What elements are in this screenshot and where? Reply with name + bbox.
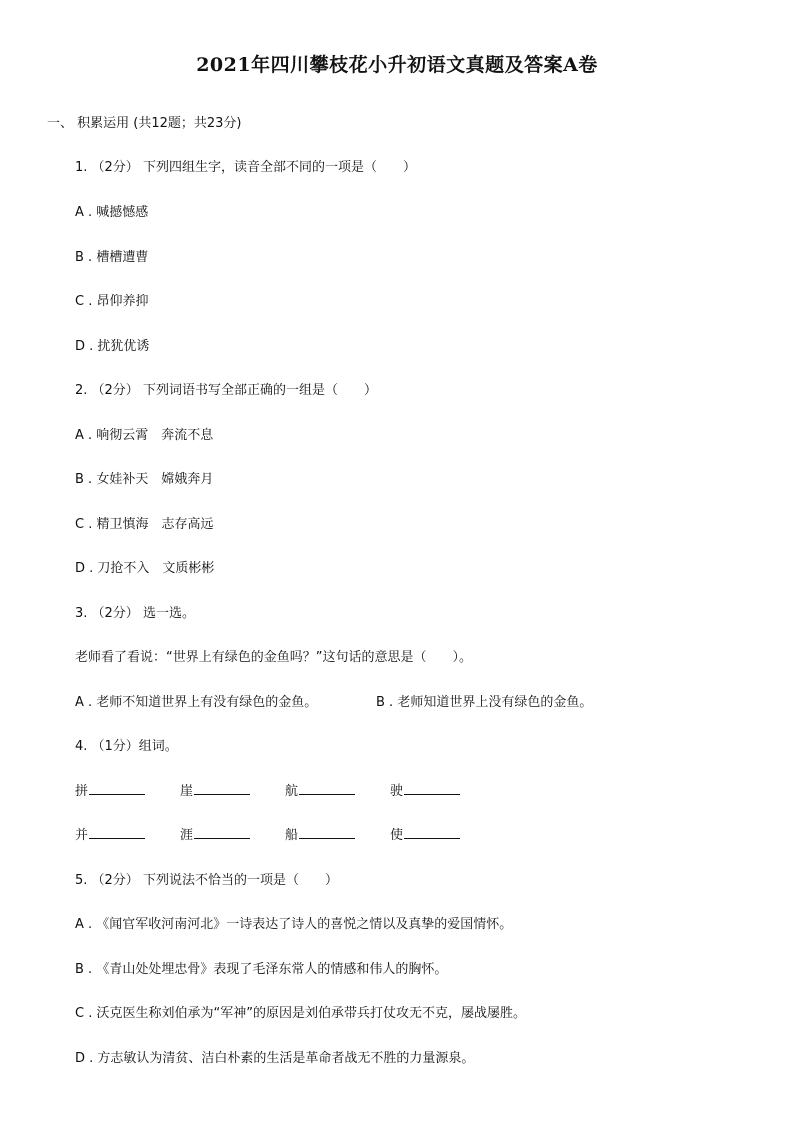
answer-blank[interactable] <box>194 782 250 795</box>
fill-character: 拼 <box>75 784 89 799</box>
question-3-option-a[interactable]: A . 老师不知道世界上有没有绿色的金鱼。 <box>75 695 318 710</box>
page-title: 2021年四川攀枝花小升初语文真题及答案A卷 <box>196 54 598 76</box>
fill-character: 崖 <box>180 784 194 799</box>
question-5-stem: 5. （2分） 下列说法不恰当的一项是（ ） <box>75 873 338 888</box>
question-5-option-d[interactable]: D . 方志敏认为清贫、洁白朴素的生活是革命者战无不胜的力量源泉。 <box>75 1051 475 1066</box>
fill-cell <box>285 824 355 843</box>
answer-blank[interactable] <box>299 782 355 795</box>
question-2-option-c[interactable]: C . 精卫慎海 志存高远 <box>75 517 214 532</box>
question-5-option-a[interactable]: A . 《闻官军收河南河北》一诗表达了诗人的喜悦之情以及真挚的爱国情怀。 <box>75 917 513 932</box>
fill-character: 使 <box>390 828 404 843</box>
answer-blank[interactable] <box>194 826 250 839</box>
fill-character: 涯 <box>180 828 194 843</box>
question-5-option-b[interactable]: B . 《青山处处埋忠骨》表现了毛泽东常人的情感和伟人的胸怀。 <box>75 962 448 977</box>
question-2-option-a[interactable]: A . 响彻云霄 奔流不息 <box>75 428 214 443</box>
question-1-option-d[interactable]: D . 扰犹优诱 <box>75 339 150 354</box>
question-4-stem: 4. （1分）组词。 <box>75 739 178 754</box>
question-1-option-c[interactable]: C . 昂仰养抑 <box>75 294 149 309</box>
fill-cell <box>180 824 250 843</box>
question-2-stem: 2. （2分） 下列词语书写全部正确的一组是（ ） <box>75 383 377 398</box>
question-5-option-c[interactable]: C . 沃克医生称刘伯承为“军神”的原因是刘伯承带兵打仗攻无不克，屡战屡胜。 <box>75 1006 526 1021</box>
question-1-option-b[interactable]: B . 槽槽遭曹 <box>75 250 149 265</box>
word-fill-row <box>75 780 495 799</box>
word-fill-row <box>75 824 495 843</box>
fill-character: 航 <box>285 784 299 799</box>
fill-cell <box>75 780 145 799</box>
question-3-option-b[interactable]: B . 老师知道世界上没有绿色的金鱼。 <box>376 695 593 710</box>
question-3-options <box>75 691 715 710</box>
fill-cell <box>180 780 250 799</box>
answer-blank[interactable] <box>404 826 460 839</box>
section-heading: 一、 积累运用 (共12题；共23分) <box>47 116 242 131</box>
question-1-stem: 1. （2分） 下列四组生字，读音全部不同的一项是（ ） <box>75 160 416 175</box>
answer-blank[interactable] <box>404 782 460 795</box>
question-3-passage: 老师看了看说：“世界上有绿色的金鱼吗？”这句话的意思是（ ）。 <box>75 650 472 665</box>
answer-blank[interactable] <box>89 782 145 795</box>
fill-cell <box>285 780 355 799</box>
fill-cell <box>390 824 460 843</box>
answer-blank[interactable] <box>299 826 355 839</box>
question-2-option-d[interactable]: D . 刀抢不入 文质彬彬 <box>75 561 215 576</box>
question-1-option-a[interactable]: A . 喊撼憾感 <box>75 205 149 220</box>
fill-cell <box>75 824 145 843</box>
fill-character: 并 <box>75 828 89 843</box>
fill-character: 驶 <box>390 784 404 799</box>
question-3-stem: 3. （2分） 选一选。 <box>75 606 195 621</box>
question-2-option-b[interactable]: B . 女娃补天 嫦娥奔月 <box>75 472 214 487</box>
fill-cell <box>390 780 460 799</box>
answer-blank[interactable] <box>89 826 145 839</box>
fill-character: 船 <box>285 828 299 843</box>
